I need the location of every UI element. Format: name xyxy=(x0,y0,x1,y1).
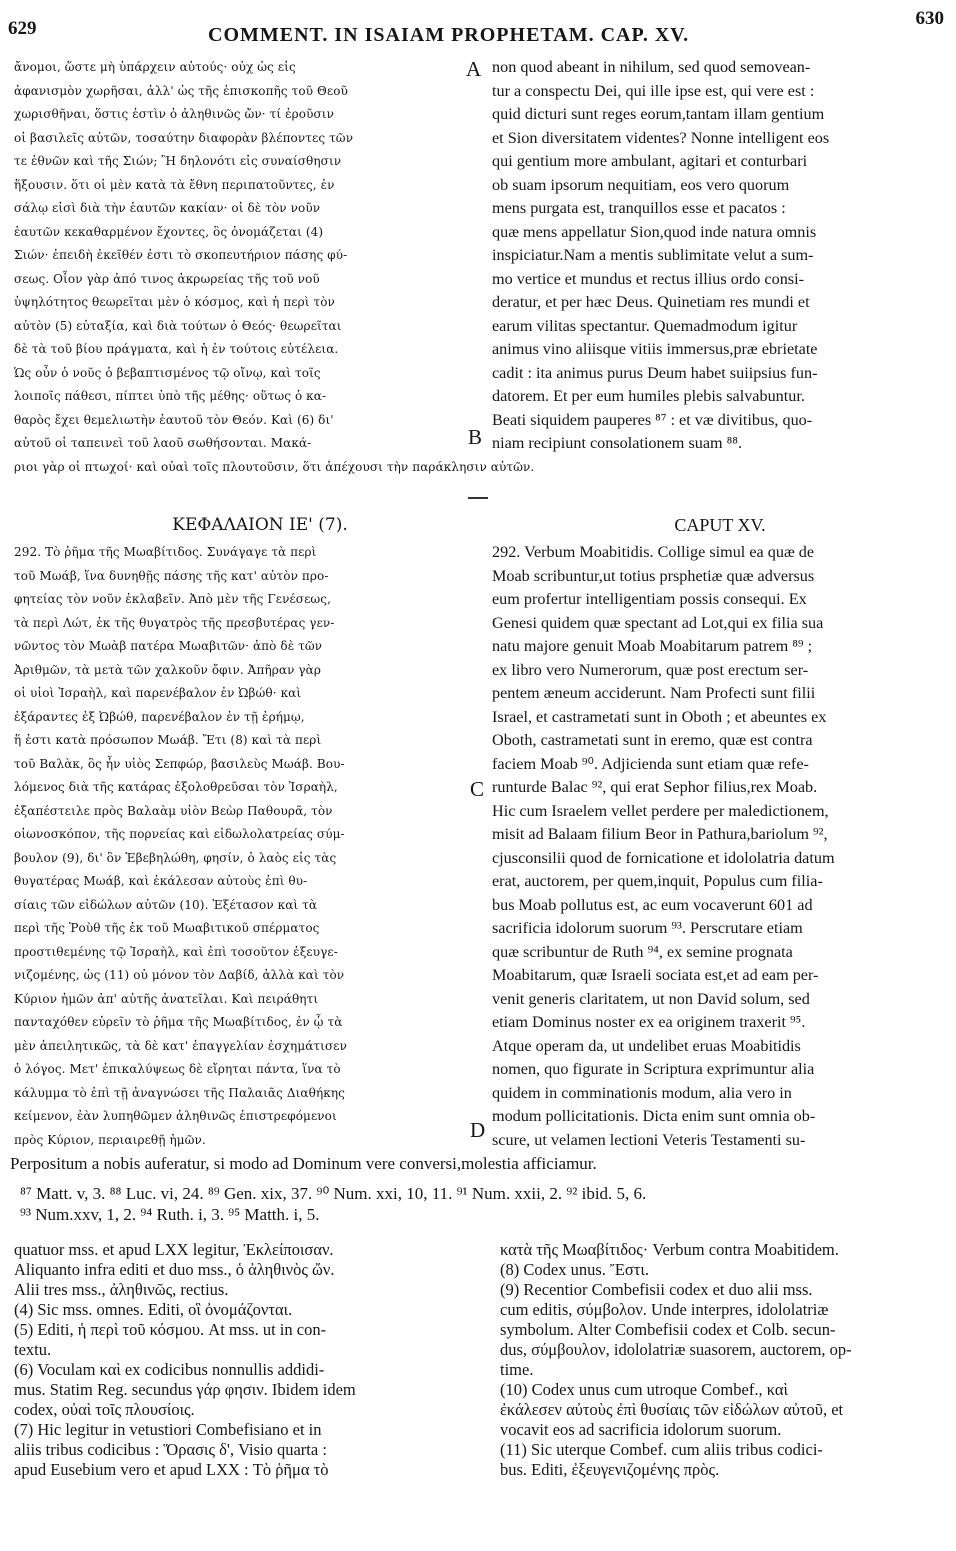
latin-text-line: etiam Dominus noster ex ea originem traxerit ⁹⁵. xyxy=(492,1013,806,1031)
greek-text-line: σίαις τῶν εἰδώλων αὐτῶν (10). Ἐξέτασον καὶ τὰ xyxy=(14,897,318,912)
greek-text-line: πανταχόθεν εὑρεῖν τὸ ῥῆμα τῆς Μωαβίτιδος, ἐν ᾧ τὰ xyxy=(14,1015,343,1029)
latin-text-line: faciem Moab ⁹⁰. Adjicienda sunt etiam quæ refe- xyxy=(492,754,809,773)
note-line: apud Eusebium vero et apud LXX : Τὸ ῥῆμα τὸ xyxy=(14,1460,329,1479)
greek-text-line: ὁ λόγος. Μετ' ἐπικαλύψεως δὲ εἴρηται πάντα, ἵνα τὸ xyxy=(14,1062,341,1076)
latin-text-line: niam recipiunt consolationem suam ⁸⁸. xyxy=(492,434,742,452)
latin-text-line: cadit : ita animus purus Deum habet suiipsius fun- xyxy=(492,363,818,382)
note-line: (6) Voculam καὶ ex codicibus nonnullis addidi- xyxy=(14,1360,325,1379)
note-line: (11) Sic uterque Combef. cum aliis tribus codici- xyxy=(500,1440,823,1459)
latin-text-line: mens purgata est, tranquillos esse et pacatos : xyxy=(492,199,786,217)
greek-text-line: προστιθεμένης τῷ Ἰσραὴλ, καὶ ἐπὶ τοσοῦτον ἐξευγε- xyxy=(14,944,338,959)
latin-text-line: et Sion diversitatem videntes? Nonne intelligent eos xyxy=(492,128,830,147)
greek-text-line: ὑψηλότητος θεωρεῖται μὲν ὁ κόσμος, καὶ ἡ περὶ τὸν xyxy=(14,295,335,309)
latin-text-line: sacrificia idolorum suorum ⁹³. Perscrutare etiam xyxy=(492,919,803,937)
greek-text-line: ἑαυτῶν κεκαθαρμένον ἔχοντες, ὃς ὀνομάζεται (4) xyxy=(14,224,324,239)
latin-text-line: nomen, quo figurate in Scriptura exprimuntur alia xyxy=(492,1060,815,1078)
greek-text-line: Ἀριθμῶν, τὰ μετὰ τῶν χαλκοῦν ὄφιν. Ἀπῆραν γὰρ xyxy=(14,662,322,677)
greek-text-line: κείμενον, ἐὰν λυπηθῶμεν ἀληθινῶς ἐπιστρεφόμενοι xyxy=(14,1109,337,1123)
greek-text-line: μὲν ἀπειλητικῶς, τὰ δὲ κατ' ἐπαγγελίαν ἐσχημάτισεν xyxy=(14,1038,347,1053)
critical-notes-right xyxy=(500,1240,952,1480)
greek-text-line: ἐξάραντες ἐξ Ὠβώθ, παρενέβαλον ἐν τῇ ἐρήμῳ, xyxy=(14,709,305,724)
greek-text-line: τοῦ Μωάβ, ἵνα δυνηθῇς πάσης τῆς κατ' αὐτὸν προ- xyxy=(14,568,329,583)
latin-text-line: 292. Verbum Moabitidis. Collige simul ea quæ de xyxy=(492,543,815,561)
greek-text-line: ἀφανισμὸν χωρῆσαι, ἀλλ' ὡς τῆς ἐπισκοπῆς τοῦ Θεοῦ xyxy=(14,83,348,98)
greek-text-line: Σιών· ἐπειδὴ ἐκεῖθέν ἐστι τὸ σκοπευτήριον πάσης φύ- xyxy=(14,248,348,262)
latin-text-line: cjusconsilii quod de fornicatione et idololatria datum xyxy=(492,848,835,867)
greek-text-line: ἐξαπέστειλε πρὸς Βαλαὰμ υἱὸν Βεὼρ Παθουρᾶ, τὸν xyxy=(14,803,333,818)
latin-text-line: quæ scribuntur de Ruth ⁹⁴, ex semine prognata xyxy=(492,942,793,961)
page-header xyxy=(8,4,944,44)
latin-text-line: modum pollicitationis. Dicta enim sunt omnia ob- xyxy=(492,1107,816,1125)
latin-text-line: natu majore genuit Moab Moabitarum patrem ⁸⁹ ; xyxy=(492,637,813,655)
note-line: cum editis, σύμβολον. Unde interpres, idololatriæ xyxy=(500,1300,829,1319)
section-divider xyxy=(468,497,488,499)
note-line: κατὰ τῆς Μωαβίτιδος· Verbum contra Moabitidem. xyxy=(500,1240,839,1259)
page-number-right: 630 xyxy=(915,8,944,29)
greek-text-line: περὶ τῆς Ῥοὺθ τῆς ἐκ τοῦ Μωαβιτικοῦ σπέρματος xyxy=(14,921,320,935)
note-line: bus. Editi, ἐξευγενιζομένης πρὸς. xyxy=(500,1460,720,1479)
greek-text-line: θυγατέρας Μωάβ, καὶ ἐκάλεσαν αὐτοὺς ἐπὶ θυ- xyxy=(14,874,308,888)
latin-text-line: erat, auctorem, per quem,inquit, Populus cum filia- xyxy=(492,872,823,890)
note-line: (5) Editi, ἡ περὶ τοῦ κόσμου. At mss. ut in con- xyxy=(14,1320,327,1339)
greek-text-line: λόμενος διὰ τῆς κατάρας ἐξολοθρεῦσαι τὸν Ἰσραὴλ, xyxy=(14,780,338,794)
note-line: (8) Codex unus. Ἔστι. xyxy=(500,1260,649,1279)
footnote-line-2: ⁹³ Num.xxv, 1, 2. ⁹⁴ Ruth. i, 3. ⁹⁵ Matth. i, 5. xyxy=(20,1205,320,1224)
critical-notes-left xyxy=(14,1240,484,1480)
greek-text-line: 292. Τὸ ῥῆμα τῆς Μωαβίτιδος. Συνάγαγε τὰ περὶ xyxy=(14,545,317,559)
latin-text-line: Moabitarum, quæ Israeli sociata est,et ad eam per- xyxy=(492,966,819,984)
greek-text-line: οἱ υἱοὶ Ἰσραὴλ, καὶ παρενέβαλον ἐν Ὠβώθ· καὶ xyxy=(14,686,302,700)
page-number-left: 629 xyxy=(8,18,37,39)
latin-text-line: inspiciatur.Nam a mentis sublimitate velut a sum- xyxy=(492,246,814,264)
latin-text-line: quidem in comminationis modum, alia vero in xyxy=(492,1083,792,1102)
section-marker-c: C xyxy=(470,777,485,801)
middle-greek-column xyxy=(14,541,484,1152)
section-marker-a: A xyxy=(466,57,482,81)
greek-text-line: τε ἐθνῶν καὶ τῆς Σιών; Ἢ δηλονότι εἰς συναίσθησιν xyxy=(14,154,342,168)
greek-text-line: αὐτοῦ οἱ ταπεινεὶ τοῦ λαοῦ σωθήσονται. Μακά- xyxy=(14,436,312,450)
note-line: Alii tres mss., ἀληθινῶς, rectius. xyxy=(14,1280,229,1299)
running-title: COMMENT. IN ISAIAM PROPHETAM. CAP. XV. xyxy=(208,24,690,46)
note-line: textu. xyxy=(14,1340,52,1359)
latin-text-line: Israel, et castrametati sunt in Oboth ; et abeuntes ex xyxy=(492,707,827,726)
latin-text-line: misit ad Balaam filium Beor in Pathura,bariolum ⁹², xyxy=(492,825,828,843)
latin-text-line: scure, ut velamen lectioni Veteris Testamenti su- xyxy=(492,1130,806,1149)
greek-text-line: ἥξουσιν. ὅτι οἱ μὲν κατὰ τὰ ἔθνη περιπατοῦντες, ἐν xyxy=(14,177,335,192)
greek-chapter-heading: ΚΕΦΑΛΑΙΟΝ ΙΕ' (7). xyxy=(172,515,348,535)
note-line: dus, σύμβουλον, idololatriæ suasorem, auctorem, op- xyxy=(500,1340,852,1359)
top-greek-column xyxy=(14,56,484,456)
latin-text-line: Beati siquidem pauperes ⁸⁷ : et væ divitibus, quo- xyxy=(492,410,813,429)
greek-text-line: θαρὸς ἔχει θεμελιωτὴν ἑαυτοῦ τὸν Θεόν. Καὶ (6) δι' xyxy=(14,412,334,427)
greek-text-line: δὲ τὰ τοῦ βίου πράγματα, καὶ ἡ ἐν τούτοις εὐτέλεια. xyxy=(14,342,339,356)
latin-text-line: Oboth, castrametati sunt in eremo, quæ est contra xyxy=(492,731,813,749)
latin-text-line: tur a conspectu Dei, qui ille ipse est, qui vere est : xyxy=(492,81,815,100)
latin-text-line: Moab scribuntur,ut totius prsphetiæ quæ adversus xyxy=(492,566,815,585)
latin-text-line: runturde Balac ⁹², qui erat Sephor filius,rex Moab. xyxy=(492,778,818,796)
greek-text-line: Κύριον ἡμῶν ἀπ' αὐτῆς ἀνατεῖλαι. Καὶ πειράθητι xyxy=(14,991,319,1006)
greek-text-line: χωρισθῆναι, ὅστις ἐστὶν ὁ ἀληθινῶς ὤν· τί ἐροῦσιν xyxy=(14,107,334,121)
note-line: Aliquanto infra editi et duo mss., ὁ ἀληθινὸς ὤν. xyxy=(14,1260,335,1279)
latin-text-line: pentem æneum acciderunt. Nam Profecti sunt filii xyxy=(492,684,816,702)
note-line: aliis tribus codicibus : Ὅρασις δ', Visio quarta : xyxy=(14,1440,327,1459)
greek-text-line: φητείας τὸν νοῦν ἐκλαβεῖν. Ἀπὸ μὲν τῆς Γενέσεως, xyxy=(14,592,332,606)
greek-text-line: ἥ ἐστι κατὰ πρόσωπον Μωάβ. Ἔτι (8) καὶ τὰ περὶ xyxy=(14,733,322,747)
greek-text-line: οἱ βασιλεῖς αὐτῶν, τοσαύτην διαφορὰν βλέποντες τῶν xyxy=(14,130,354,145)
latin-text-line: quæ mens appellatur Sion,quod inde natura omnis xyxy=(492,222,817,241)
greek-text-line: τοῦ Βαλὰκ, ὃς ἦν υἱὸς Σεπφώρ, βασιλεὺς Μωάβ. Βου- xyxy=(14,756,345,771)
latin-text-line: animus vino aliisque vitiis immersus,præ ebrietate xyxy=(492,340,818,358)
latin-text-line: bus Moab pollutus est, ac eum vocaverunt 601 ad xyxy=(492,895,813,914)
latin-text-line: venit generis claritatem, ut non David solum, sed xyxy=(492,989,810,1008)
note-line: codex, οὐαὶ τοῖς πλουσίοις. xyxy=(14,1400,195,1419)
latin-text-line: Atque operam da, ut undelibet eruas Moabitidis xyxy=(492,1036,801,1055)
top-full-width-line: ριοι γὰρ οἱ πτωχοί· καὶ οὐαὶ τοῖς πλουτοῦσιν, ὅτι ἀπέχουσι τὴν παράκλησιν αὐτῶν. xyxy=(14,460,535,474)
latin-text-line: qui gentium more ambulant, agitari et conturbari xyxy=(492,152,808,170)
note-line: symbolum. Alter Combefisii codex et Colb. secun- xyxy=(500,1320,836,1339)
latin-text-line: mo vertice et mundus et rectus illius ordo consi- xyxy=(492,269,804,288)
greek-text-line: πρὸς Κύριον, περιαιρεθῇ ἡμῶν. xyxy=(14,1132,206,1147)
latin-text-line: ob suam ipsorum nequitiam, eos vero quorum xyxy=(492,175,790,194)
greek-text-line: λοιποῖς πάθεσι, πίπτει ὑπὸ τῆς μέθης· οὕτως ὁ κα- xyxy=(14,389,327,403)
top-latin-column xyxy=(492,56,954,456)
greek-text-line: τὰ περὶ Λώτ, ἐκ τῆς θυγατρὸς τῆς πρεσβυτέρας γεν- xyxy=(14,615,335,630)
latin-text-line: eum profertur intelligentiam possis consequi. Ex xyxy=(492,590,807,608)
greek-text-line: Ὡς οὖν ὁ νοῦς ὁ βεβαπτισμένος τῷ οἴνῳ, καὶ τοῖς xyxy=(14,365,321,380)
note-line: mus. Statim Reg. secundus γάρ φησιν. Ibidem idem xyxy=(14,1380,356,1399)
latin-text-line: ex libro vero Numerorum, quæ post erectum ser- xyxy=(492,660,809,679)
footnote-line-1: ⁸⁷ Matt. v, 3. ⁸⁸ Luc. vi, 24. ⁸⁹ Gen. xix, 37. ⁹⁰ Num. xxi, 10, 11. ⁹¹ Num. xxii, 2. ⁹² ibid. 5, 6. xyxy=(20,1184,647,1203)
middle-full-width-line: Perpositum a nobis auferatur, si modo ad Dominum vere conversi,molestia afficiamur. xyxy=(10,1154,597,1173)
latin-text-line: Genesi quidem quæ spectant ad Lot,qui ex filia sua xyxy=(492,613,824,632)
greek-text-line: σεως. Οἷον γὰρ ἀπό τινος ἀκρωρείας τῆς τοῦ νοῦ xyxy=(14,271,320,286)
greek-text-line: οἰωνοσκόπον, τῆς πορνείας καὶ εἰδωλολατρείας σύμ- xyxy=(14,827,345,841)
greek-text-line: αὐτὸν (5) εὐταξία, καὶ διὰ τούτων ὁ Θεός· θεωρεῖται xyxy=(14,318,342,333)
latin-text-line: non quod abeant in nihilum, sed quod semovean- xyxy=(492,58,811,76)
latin-text-line: datorem. Et per eum humiles plebis salvabuntur. xyxy=(492,387,805,405)
note-line: (10) Codex unus cum utroque Combef., καὶ xyxy=(500,1380,788,1399)
latin-text-line: deratur, et per hæc Deus. Quinetiam res mundi et xyxy=(492,293,810,311)
note-line: ἐκάλεσεν αὐτοὺς ἐπὶ θυσίαις τῶν εἰδώλων αὐτοῦ, et xyxy=(500,1400,844,1419)
greek-text-line: νῶντος τὸν Μωὰβ πατέρα Μωαβιτῶν· ἀπὸ δὲ τῶν xyxy=(14,639,323,653)
middle-latin-column xyxy=(492,541,954,1152)
note-line: time. xyxy=(500,1360,534,1379)
greek-text-line: σάλῳ εἰσὶ διὰ τὴν ἑαυτῶν κακίαν· οἱ δὲ τὸν νοῦν xyxy=(14,201,321,215)
note-line: (9) Recentior Combefisii codex et duo alii mss. xyxy=(500,1280,813,1299)
section-marker-b: B xyxy=(468,425,483,449)
greek-text-line: κάλυμμα τὸ ἐπὶ τῇ ἀναγνώσει τῆς Παλαιᾶς Διαθήκης xyxy=(14,1085,345,1100)
section-marker-d: D xyxy=(470,1118,486,1142)
latin-text-line: Hic cum Israelem vellet perdere per maledictionem, xyxy=(492,801,829,820)
latin-text-line: earum vilitas spectantur. Quemadmodum igitur xyxy=(492,316,798,335)
note-line: quatuor mss. et apud LXX legitur, Ἐκλείποισαν. xyxy=(14,1240,334,1259)
note-line: vocavit eos ad sacrificia idolorum suorum. xyxy=(500,1420,782,1439)
latin-text-line: quid dicturi sunt reges eorum,tantam illam gentium xyxy=(492,105,825,123)
greek-text-line: βουλον (9), δι' ὃν Ἐβεβηλώθη, φησίν, ὁ λαὸς εἰς τὰς xyxy=(14,850,337,865)
greek-text-line: νιζομένης, ὡς (11) οὐ μόνον τὸν Δαβίδ, ἀλλὰ καὶ τὸν xyxy=(14,968,345,982)
greek-text-line: ἄνομοι, ὥστε μὴ ὑπάρχειν αὐτούς· οὐχ ὡς εἰς xyxy=(14,60,296,74)
note-line: (4) Sic mss. omnes. Editi, οἳ ὀνομάζονται. xyxy=(14,1300,293,1319)
latin-chapter-heading: CAPUT XV. xyxy=(674,515,766,535)
note-line: (7) Hic legitur in vetustiori Combefisiano et in xyxy=(14,1420,322,1439)
